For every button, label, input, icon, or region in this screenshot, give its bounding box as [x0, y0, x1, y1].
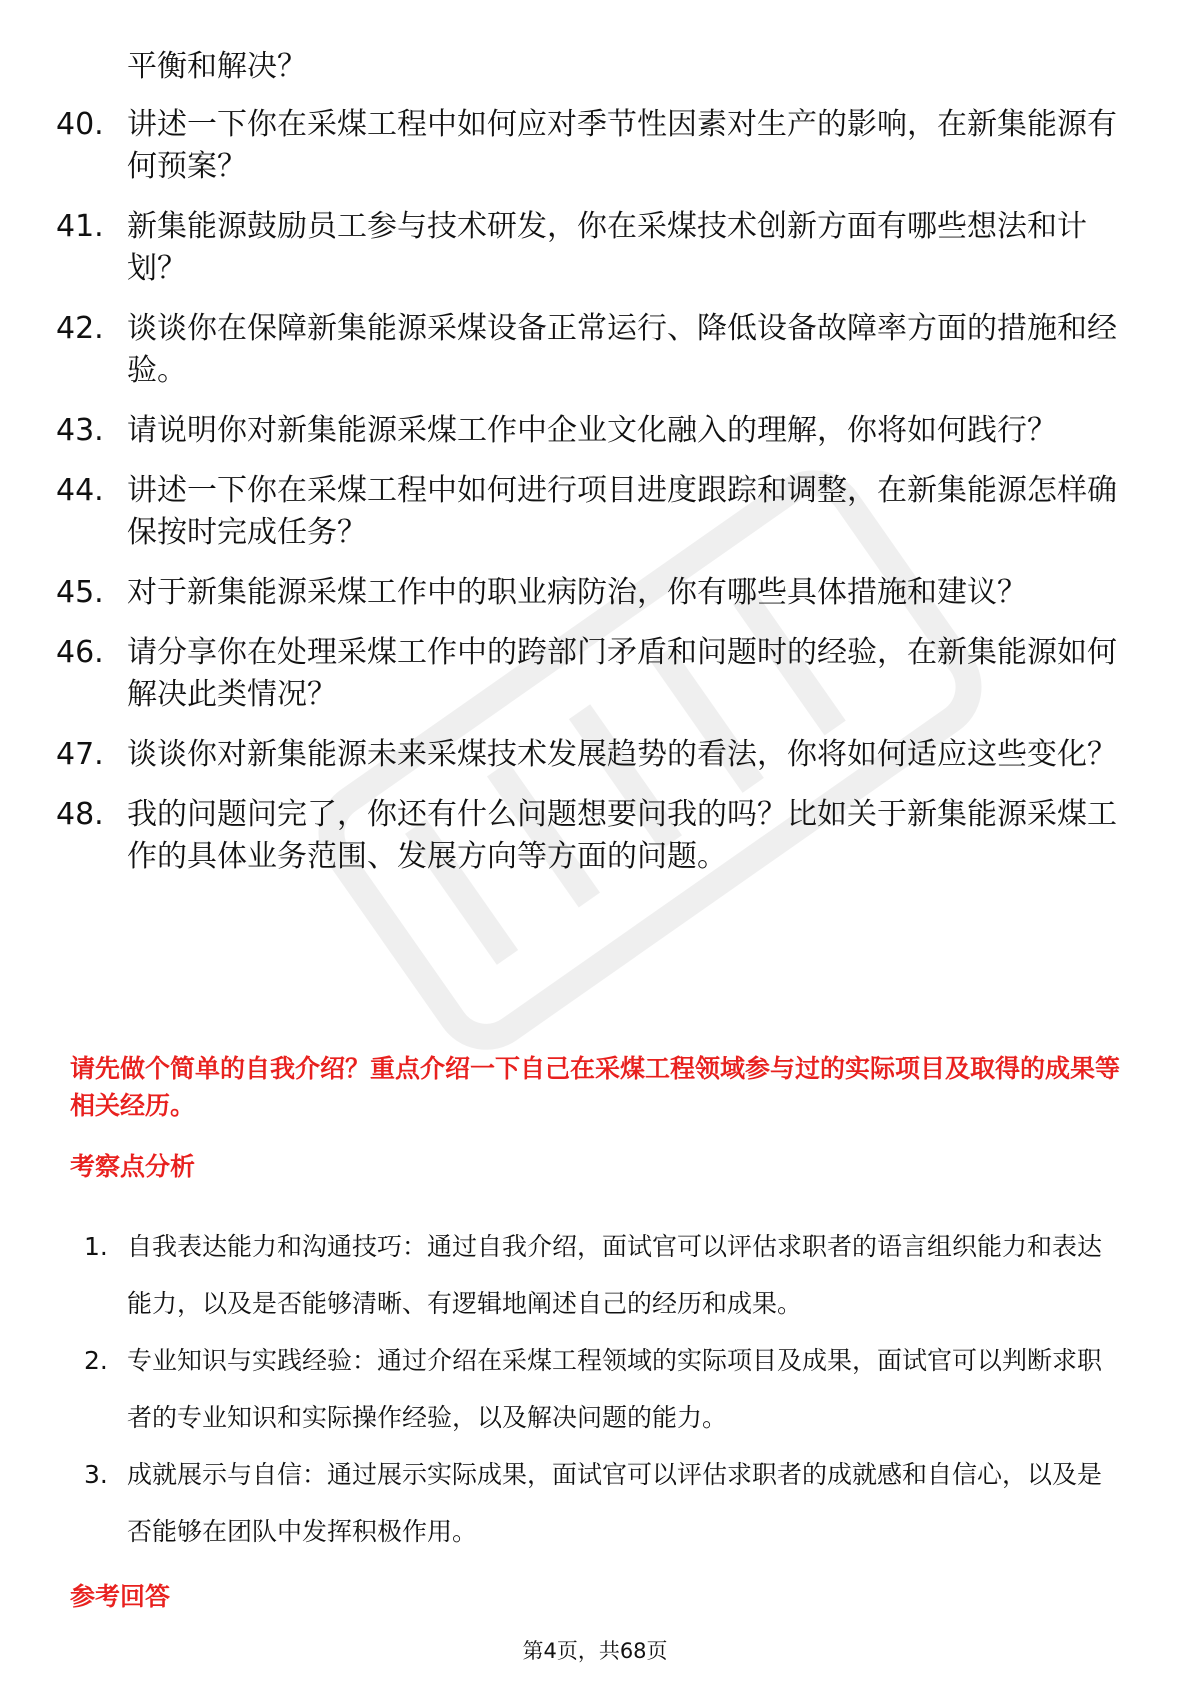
question-item — [0, 794, 1190, 878]
question-number: 40. — [56, 107, 104, 142]
question-number: 43. — [56, 413, 104, 448]
reference-heading: 参考回答 — [70, 1582, 171, 1611]
highlight-question: 请先做个简单的自我介绍？重点介绍一下自己在采煤工程领域参与过的实际项目及取得的成果等相关经历。 — [70, 1054, 1121, 1120]
question-text: 对于新集能源采煤工作中的职业病防治，你有哪些具体措施和建议？ — [127, 575, 1027, 610]
question-item — [0, 104, 1190, 188]
question-item — [0, 734, 1190, 776]
analysis-point — [0, 1332, 1190, 1446]
question-text: 谈谈你对新集能源未来采煤技术发展趋势的看法，你将如何适应这些变化？ — [127, 737, 1117, 772]
question-number: 46. — [56, 635, 104, 670]
question-item — [0, 308, 1190, 392]
analysis-text: 成就展示与自信：通过展示实际成果，面试官可以评估求职者的成就感和自信心，以及是否能够在团队中发挥积极作用。 — [127, 1460, 1103, 1546]
question-number: 48. — [56, 797, 104, 832]
question-item — [0, 206, 1190, 290]
analysis-list — [0, 1218, 1190, 1560]
question-number: 41. — [56, 209, 104, 244]
analysis-number: 1. — [84, 1232, 108, 1261]
question-item — [0, 632, 1190, 716]
question-number: 47. — [56, 737, 104, 772]
analysis-heading: 考察点分析 — [70, 1152, 196, 1181]
question-item — [0, 470, 1190, 554]
analysis-text: 专业知识与实践经验：通过介绍在采煤工程领域的实际项目及成果，面试官可以判断求职者的专业知识和实际操作经验，以及解决问题的能力。 — [127, 1346, 1103, 1432]
page-footer: 第4页，共68页 — [522, 1639, 668, 1663]
question-number: 45. — [56, 575, 104, 610]
question-text: 我的问题问完了，你还有什么问题想要问我的吗？比如关于新集能源采煤工作的具体业务范围、发展方向等方面的问题。 — [127, 797, 1117, 874]
question-text: 讲述一下你在采煤工程中如何应对季节性因素对生产的影响，在新集能源有何预案？ — [127, 107, 1117, 184]
question-item — [0, 572, 1190, 614]
question-text: 请分享你在处理采煤工作中的跨部门矛盾和问题时的经验，在新集能源如何解决此类情况？ — [127, 635, 1117, 712]
question-item — [0, 410, 1190, 452]
continuation-text: 平衡和解决？ — [127, 49, 307, 84]
question-text: 请说明你对新集能源采煤工作中企业文化融入的理解，你将如何践行？ — [127, 413, 1057, 448]
question-number: 44. — [56, 473, 104, 508]
analysis-number: 3. — [84, 1460, 108, 1489]
analysis-point — [0, 1446, 1190, 1560]
question-list — [0, 104, 1190, 896]
analysis-number: 2. — [84, 1346, 108, 1375]
analysis-point — [0, 1218, 1190, 1332]
question-text: 讲述一下你在采煤工程中如何进行项目进度跟踪和调整，在新集能源怎样确保按时完成任务？ — [127, 473, 1117, 550]
question-number: 42. — [56, 311, 104, 346]
analysis-text: 自我表达能力和沟通技巧：通过自我介绍，面试官可以评估求职者的语言组织能力和表达能力，以及是否能够清晰、有逻辑地阐述自己的经历和成果。 — [127, 1232, 1103, 1318]
question-text: 新集能源鼓励员工参与技术研发，你在采煤技术创新方面有哪些想法和计划？ — [127, 209, 1087, 286]
question-text: 谈谈你在保障新集能源采煤设备正常运行、降低设备故障率方面的措施和经验。 — [127, 311, 1117, 388]
